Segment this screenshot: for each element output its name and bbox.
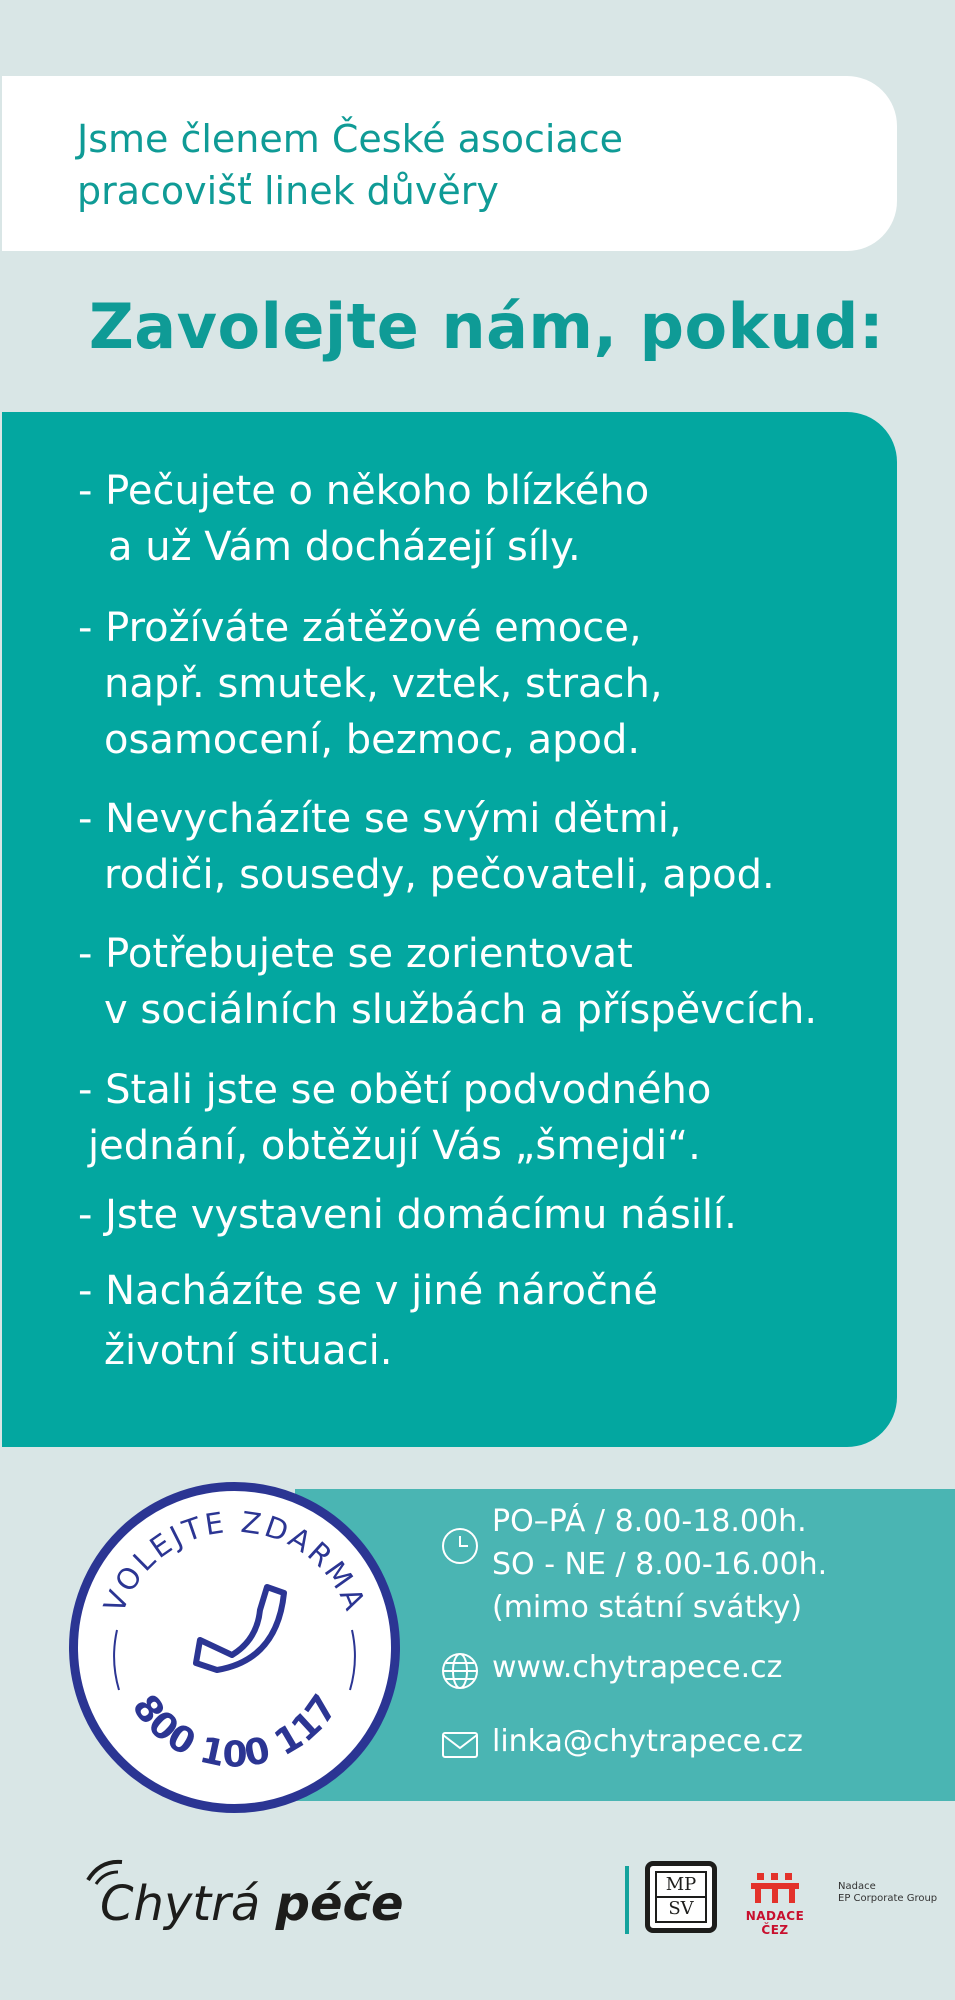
badge-arc-text: VOLEJTE ZDARMA — [96, 1504, 374, 1618]
reason-line: v sociálních službách a příspěvcích. — [104, 987, 818, 1033]
reason-line: a už Vám docházejí síly. — [108, 524, 581, 570]
mpsv-logo — [645, 1861, 717, 1933]
reason-item-fraud — [78, 1062, 711, 1174]
brand-bold: péče — [275, 1876, 404, 1932]
website-text[interactable]: www.chytrapece.cz — [492, 1650, 783, 1685]
membership-line-2: pracovišť linek důvěry — [77, 169, 499, 213]
opening-hours — [440, 1500, 827, 1629]
membership-text — [77, 113, 857, 217]
reason-line: - Jste vystaveni domácímu násilí. — [78, 1192, 737, 1238]
reason-line: jednání, obtěžují Vás „šmejdi“. — [88, 1123, 701, 1169]
hours-weekend: SO - NE / 8.00-16.00h. — [492, 1547, 828, 1582]
reason-line: - Nevycházíte se svými dětmi, — [78, 796, 682, 842]
membership-line-1: Jsme členem České asociace — [77, 117, 624, 161]
reason-item-domestic-violence — [78, 1187, 737, 1243]
badge-phone-number: 800 100 117 — [123, 1687, 347, 1776]
email-text[interactable]: linka@chytrapece.cz — [492, 1724, 803, 1759]
brand-regular: Chytrá — [100, 1876, 276, 1932]
page-title: Zavolejte nám, pokud: — [88, 290, 885, 363]
globe-icon — [440, 1651, 480, 1691]
reason-item-emotions — [78, 600, 663, 768]
footer-divider — [625, 1866, 629, 1934]
free-call-badge[interactable] — [67, 1480, 402, 1815]
reason-line: - Prožíváte zátěžové emoce, — [78, 605, 642, 651]
hours-weekdays: PO–PÁ / 8.00-18.00h. — [492, 1504, 807, 1539]
reason-item-social-services — [78, 926, 817, 1038]
nadace-cez-label: NADACE ČEZ — [745, 1909, 805, 1937]
reason-line: - Potřebujete se zorientovat — [78, 931, 633, 977]
nadace-ep-logo — [838, 1881, 937, 1905]
reason-line: - Nacházíte se v jiné náročné — [78, 1268, 658, 1314]
reason-line: životní situaci. — [104, 1328, 393, 1374]
reason-item-caregiving — [78, 463, 649, 575]
reason-line: např. smutek, vztek, strach, — [104, 661, 663, 707]
hours-note: (mimo státní svátky) — [492, 1590, 803, 1625]
clock-icon — [440, 1526, 480, 1566]
envelope-icon — [440, 1725, 480, 1765]
ep-line-2: EP Corporate Group — [838, 1893, 938, 1904]
ep-line-1: Nadace — [838, 1881, 876, 1892]
mpsv-bottom: SV — [668, 1898, 694, 1919]
reason-line: - Stali jste se obětí podvodného — [78, 1067, 712, 1113]
chytra-pece-logo — [100, 1876, 404, 1932]
reason-item-difficult-situation — [78, 1263, 658, 1379]
mpsv-top: MP — [657, 1874, 705, 1898]
reason-line: - Pečujete o někoho blízkého — [78, 468, 650, 514]
reason-item-relationships — [78, 791, 775, 903]
website-link[interactable] — [440, 1646, 782, 1691]
email-link[interactable] — [440, 1720, 803, 1765]
reason-line: osamocení, bezmoc, apod. — [104, 717, 641, 763]
reason-line: rodiči, sousedy, pečovateli, apod. — [104, 852, 775, 898]
